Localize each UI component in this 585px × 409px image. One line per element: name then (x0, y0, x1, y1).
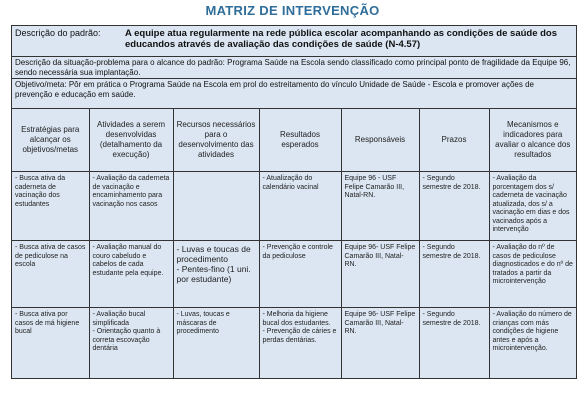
header-results: Resultados esperados (259, 109, 341, 172)
situation-description-row (12, 57, 576, 79)
deadline-cell: - Segundo semestre de 2018. (419, 308, 489, 379)
table-row (12, 172, 576, 241)
responsible-cell: Equipe 96- USF Felipe Camarão III, Natal-RN. (341, 308, 419, 379)
indicators-cell: - Avaliação da porcentagem dos s/ caderneta de vacinação atualizada, dos s/ a vacinação em dias e dos vacinados após a intervenção (489, 172, 576, 241)
indicators-cell: - Avaliação do nº de casos de pediculose diagnosticados e do nº de tratados a partir da microintervenção (489, 241, 576, 308)
table-row (12, 241, 576, 308)
situation-description-value: Programa Saúde na Escola sendo classificado como principal ponto de fragilidade da Equipe 96, sendo necessária sua implantação. (15, 58, 571, 77)
header-strategies: Estratégias para alcançar os objetivos/metas (12, 109, 89, 172)
results-cell: - Atualização do calendário vacinal (259, 172, 341, 241)
activities-cell: - Avaliação manual do couro cabeludo e cabelos de cada estudante pela equipe. (89, 241, 173, 308)
strategy-cell: - Busca ativa de casos de pediculose na escola (12, 241, 89, 308)
strategy-cell: - Busca ativa da caderneta de vacinação dos estudantes (12, 172, 89, 241)
header-activities: Atividades a serem desenvolvidas (detalhamento da execução) (89, 109, 173, 172)
deadline-cell: - Segundo semestre de 2018. (419, 172, 489, 241)
header-indicators: Mecanismos e indicadores para avaliar o alcance dos resultados (489, 109, 576, 172)
header-resources: Recursos necessários para o desenvolvimento das atividades (173, 109, 259, 172)
situation-description-label: Descrição da situação-problema para o alcance do padrão: (15, 58, 225, 67)
strategy-cell: - Busca ativa por casos de má higiene bucal (12, 308, 89, 379)
resources-cell: - Luvas e toucas de procedimento - Pentes-fino (1 uni. por estudante) (173, 241, 259, 308)
responsible-cell: Equipe 96 - USF Felipe Camarão III, Natal-RN. (341, 172, 419, 241)
page-title: MATRIZ DE INTERVENÇÃO (205, 3, 380, 18)
table-row (12, 308, 576, 379)
header-deadlines: Prazos (419, 109, 489, 172)
objective-row (12, 79, 576, 109)
results-cell: - Prevenção e controle da pediculose (259, 241, 341, 308)
resources-cell: - Luvas, toucas e máscaras de procedimento (173, 308, 259, 379)
responsible-cell: Equipe 96- USF Felipe Camarão III, Natal-RN. (341, 241, 419, 308)
activities-cell: - Avaliação da caderneta de vacinação e encaminhamento para vacinação nos casos (89, 172, 173, 241)
objective-value: Pôr em prática o Programa Saúde na Escola em prol do estreitamento do vínculo Unidade de Saúde - Escola e promover ações de prevenção e educação em saúde. (15, 80, 534, 99)
deadline-cell: - Segundo semestre de 2018. (419, 241, 489, 308)
indicators-cell: - Avaliação do número de crianças com más condições de higiene antes e após a microintervenção. (489, 308, 576, 379)
standard-description-row (12, 26, 576, 57)
resources-cell (173, 172, 259, 241)
header-responsible: Responsáveis (341, 109, 419, 172)
table-header-row (12, 109, 576, 172)
results-cell: - Melhoria da higiene bucal dos estudantes. - Prevenção de cáries e perdas dentárias. (259, 308, 341, 379)
intervention-matrix (11, 25, 577, 379)
matrix-table (12, 109, 576, 378)
standard-description-value: A equipe atua regularmente na rede pública escolar acompanhando as condições de saúde dos educandos através de avaliação das condições de saúde (N-4.57) (125, 28, 558, 50)
standard-description-label: Descrição do padrão: (15, 28, 101, 38)
activities-cell: - Avaliação bucal simplificada - Orientação quanto à correta escovação dentária (89, 308, 173, 379)
objective-label: Objetivo/meta: (15, 80, 67, 89)
